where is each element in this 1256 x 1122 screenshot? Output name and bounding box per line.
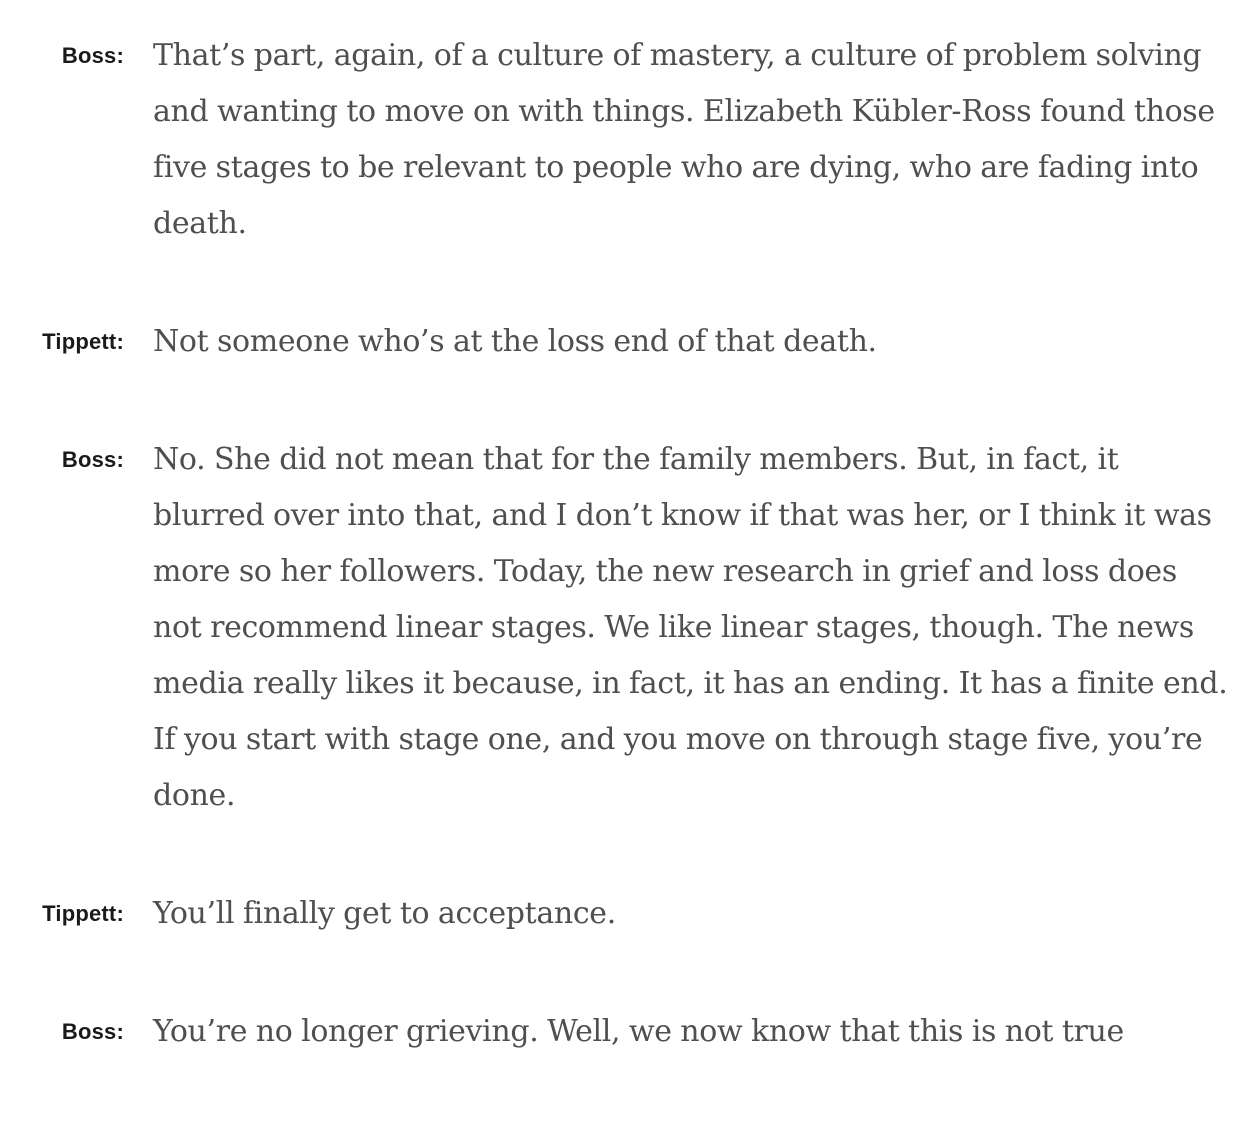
transcript-turn (0, 432, 1256, 824)
turn-text: Not someone who’s at the loss end of that death. (153, 324, 877, 359)
transcript-turn (0, 886, 1256, 942)
turn-text: You’re no longer grieving. Well, we now know that this is not true (153, 1014, 1124, 1049)
speaker-label: Tippett: (42, 329, 124, 354)
speaker-label: Tippett: (42, 901, 124, 926)
transcript-turn (0, 1004, 1256, 1060)
speaker-label: Boss: (61, 447, 124, 472)
speaker-label: Boss: (61, 1019, 124, 1044)
turn-text: No. She did not mean that for the family members. But, in fact, it blurred over into that, and I don’t know if that was her, or I think it was more so her followers. Today, the new research in grief and loss does not recommend linear stages. We like linear stages, though. The news media really likes it because, in fact, it has an ending. It has a finite end. If you start with stage one, and you move on through stage five, you’re done. (153, 442, 1228, 813)
transcript (0, 28, 1256, 1122)
turn-text: That’s part, again, of a culture of mastery, a culture of problem solving and wanting to move on with things. Elizabeth Kübler-Ross found those five stages to be relevant to people who are dying, who are fading into death. (153, 38, 1215, 241)
transcript-turn (0, 28, 1256, 252)
turn-text: You’ll finally get to acceptance. (153, 896, 616, 931)
transcript-turn (0, 314, 1256, 370)
speaker-label: Boss: (61, 43, 124, 68)
